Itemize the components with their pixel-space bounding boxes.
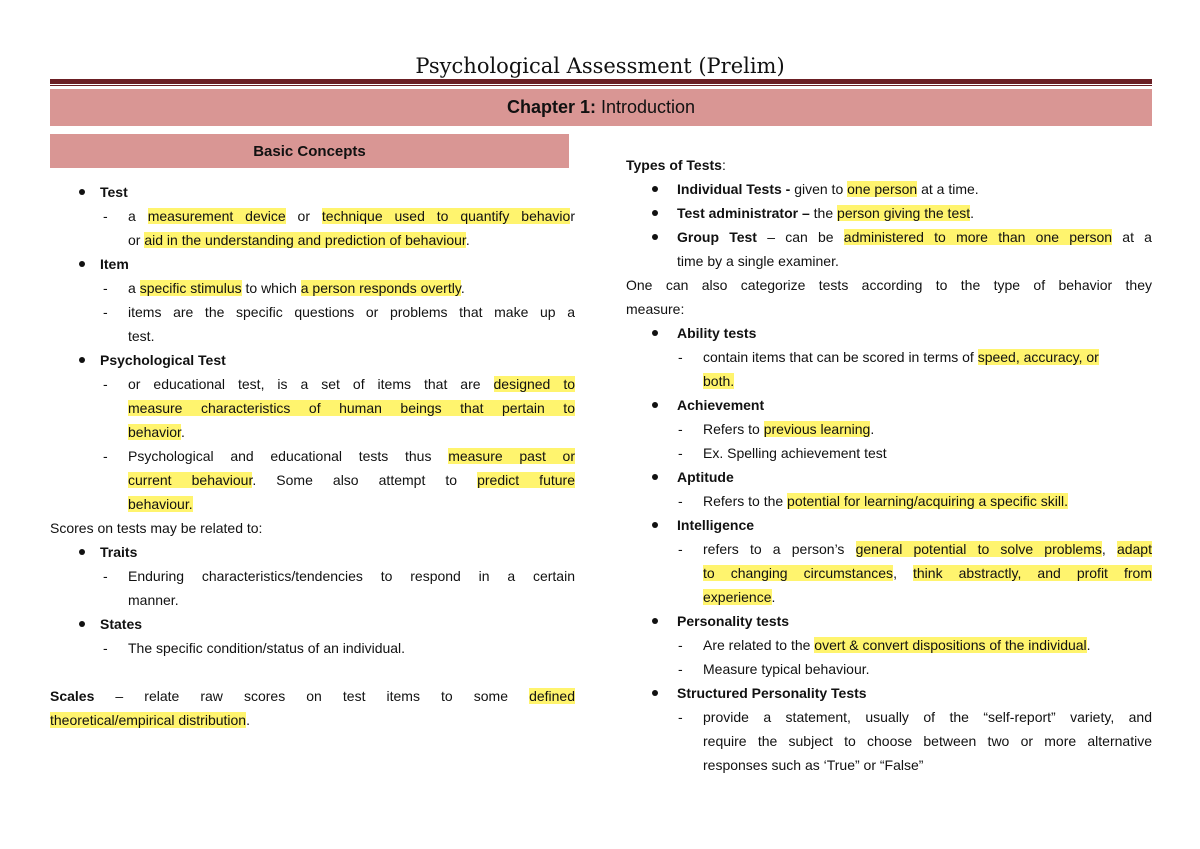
scores-intro: Scores on tests may be related to: <box>50 520 263 536</box>
definition-psychological-test-2: - Psychological and educational tests thus measure past or <box>50 444 575 468</box>
document-title: Psychological Assessment (Prelim) <box>415 54 785 78</box>
definition-psychological-test-cont: measure characteristics of human beings that pertain to <box>128 400 575 416</box>
term-item: Item <box>50 252 575 276</box>
scales-paragraph: Scales – relate raw scores on test items to some defined <box>50 688 575 704</box>
definition-aptitude: - Refers to the potential for learning/acquiring a specific skill. <box>626 489 1152 513</box>
term-psychological-test: Psychological Test <box>50 348 575 372</box>
term-aptitude: Aptitude <box>626 465 1152 489</box>
term-test: Test <box>50 180 575 204</box>
definition-achievement: - Refers to previous learning. <box>626 417 1152 441</box>
definition-intelligence-cont: to changing circumstances, think abstractly, and profit from <box>703 565 1152 581</box>
definition-structured-personality-tests-cont: require the subject to choose between two or more alternative <box>703 733 1152 749</box>
types-of-tests-title: Types of Tests: <box>626 157 726 173</box>
term-achievement: Achievement <box>626 393 1152 417</box>
left-column <box>50 180 575 732</box>
scales-paragraph-cont: theoretical/empirical distribution. <box>50 712 250 728</box>
term-group-test: Group Test – can be administered to more than one person at a <box>626 225 1152 249</box>
definition-test-cont: or aid in the understanding and prediction of behaviour. <box>128 232 470 248</box>
term-test-administrator: Test administrator – the person giving the test. <box>626 201 1152 225</box>
chapter-heading <box>50 89 1152 126</box>
definition-intelligence: - refers to a person’s general potential to solve problems, adapt <box>626 537 1152 561</box>
definition-structured-personality-tests: - provide a statement, usually of the “self-report” variety, and <box>626 705 1152 729</box>
definition-intelligence-cont2: experience. <box>703 589 776 605</box>
header-rule-thin <box>50 85 1152 86</box>
definition-item: - a specific stimulus to which a person responds overtly. <box>50 276 575 300</box>
definition-item-2-cont: test. <box>128 328 155 344</box>
term-intelligence: Intelligence <box>626 513 1152 537</box>
definition-achievement-2: - Ex. Spelling achievement test <box>626 441 1152 465</box>
definition-psychological-test: - or educational test, is a set of items that are designed to <box>50 372 575 396</box>
term-structured-personality-tests: Structured Personality Tests <box>626 681 1152 705</box>
term-ability-tests: Ability tests <box>626 321 1152 345</box>
chapter-label: Chapter 1: <box>506 97 596 117</box>
section-heading: Basic Concepts <box>50 134 569 168</box>
definition-test: - a measurement device or technique used to quantify behavior <box>50 204 575 228</box>
term-traits: Traits <box>50 540 575 564</box>
definition-ability-tests: - contain items that can be scored in terms of speed, accuracy, or <box>626 345 1152 369</box>
definition-states: - The specific condition/status of an individual. <box>50 636 575 660</box>
definition-personality-tests: - Are related to the overt & convert dispositions of the individual. <box>626 633 1152 657</box>
term-states: States <box>50 612 575 636</box>
definition-traits-cont: manner. <box>128 592 179 608</box>
definition-item-2: - items are the specific questions or problems that make up a <box>50 300 575 324</box>
term-group-test-cont: time by a single examiner. <box>677 253 839 269</box>
definition-psychological-test-2-cont2: behaviour. <box>128 496 193 512</box>
right-column <box>626 153 1152 777</box>
header-rule-thick <box>50 79 1152 84</box>
categorize-paragraph: One can also categorize tests according to the type of behavior they <box>626 277 1152 293</box>
definition-ability-tests-cont: both. <box>703 373 735 389</box>
definition-personality-tests-2: - Measure typical behaviour. <box>626 657 1152 681</box>
categorize-paragraph-cont: measure: <box>626 301 685 317</box>
term-individual-tests: Individual Tests - given to one person at a time. <box>626 177 1152 201</box>
definition-psychological-test-cont2: behavior. <box>128 424 185 440</box>
chapter-name: Introduction <box>600 97 696 117</box>
definition-traits: - Enduring characteristics/tendencies to respond in a certain <box>50 564 575 588</box>
definition-structured-personality-tests-cont2: responses such as ‘True” or “False” <box>703 757 924 773</box>
definition-psychological-test-2-cont: current behaviour. Some also attempt to predict future <box>128 472 575 488</box>
term-personality-tests: Personality tests <box>626 609 1152 633</box>
